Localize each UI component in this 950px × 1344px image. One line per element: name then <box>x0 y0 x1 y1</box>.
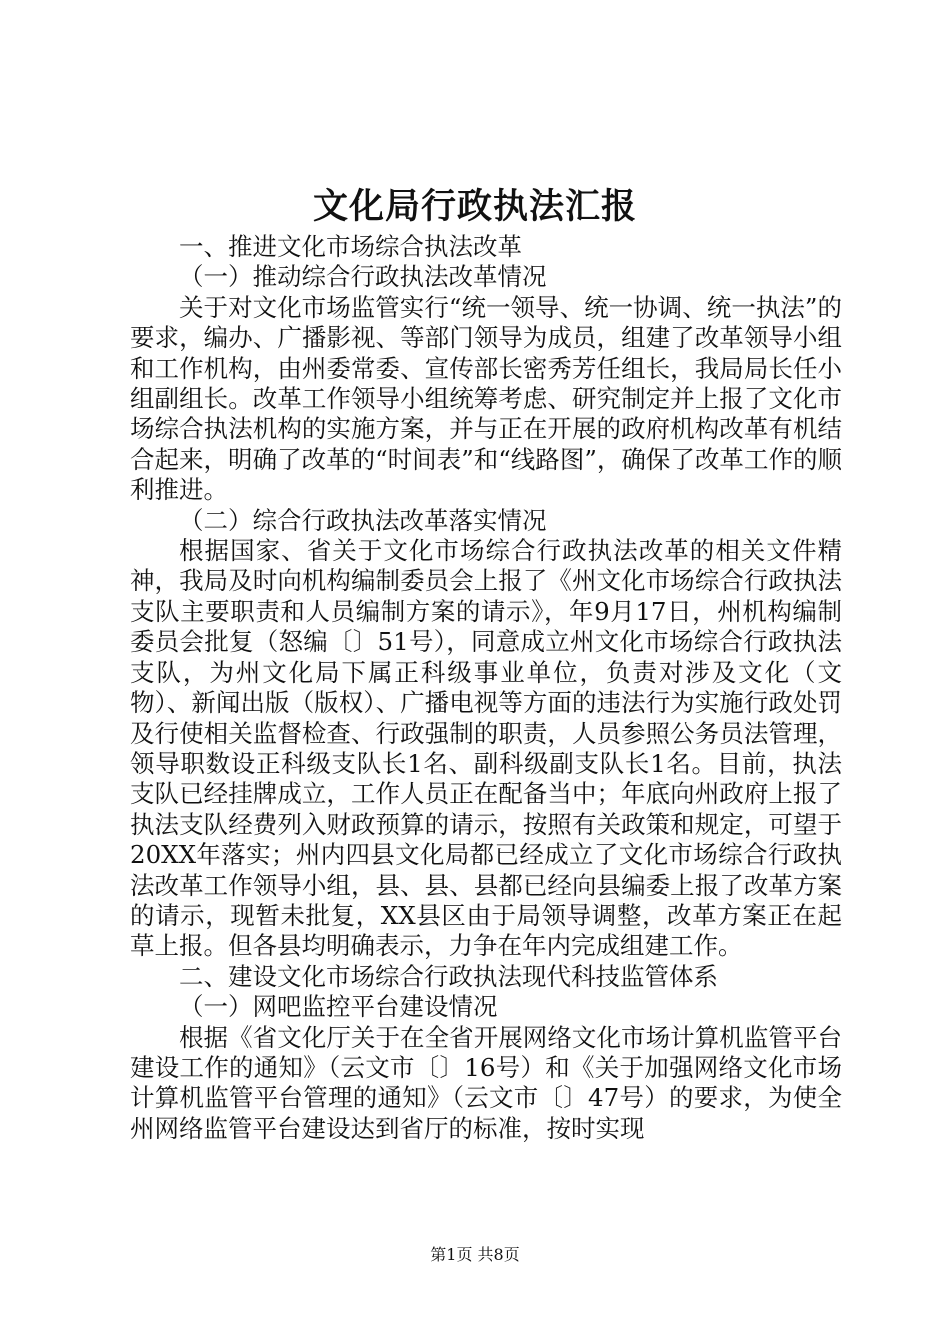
document-title: 文化局行政执法汇报 <box>312 186 637 227</box>
page-number-footer: 第1页 共8页 <box>430 1245 520 1264</box>
subsection-heading-1-2: （二）综合行政执法改革落实情况 <box>179 505 547 535</box>
section-heading-2: 二、建设文化市场综合行政执法现代科技监管体系 <box>179 961 718 991</box>
subsection-heading-2-1: （一）网吧监控平台建设情况 <box>179 992 498 1022</box>
section-heading-1: 一、推进文化市场综合执法改革 <box>179 232 522 261</box>
body-paragraph: 根据《省文化厅关于在全省开展网络文化市场计算机监管平台建设工作的通知》（云文市〔〕16号）和《关于加强网络文化市场计算机监管平台管理的通知》（云文市〔〕47号）的要求，为使全州网络监管平台建设达到省厅的标准，按时实现 <box>130 1022 842 1143</box>
subsection-heading-1-1: （一）推动综合行政执法改革情况 <box>179 262 547 292</box>
body-paragraph: 关于对文化市场监管实行“统一领导、统一协调、统一执法”的要求，编办、广播影视、等部门领导为成员，组建了改革领导小组和工作机构，由州委常委、宣传部长密秀芳任组长，我局局长任小组副组长。改革工作领导小组统筹考虑、研究制定并上报了文化市场综合执法机构的实施方案，并与正在开展的政府机构改革有机结合起来，明确了改革的“时间表”和“线路图”，确保了改革工作的顺利推进。 <box>130 292 842 505</box>
document-body <box>130 232 842 1144</box>
body-paragraph: 根据国家、省关于文化市场综合行政执法改革的相关文件精神，我局及时向机构编制委员会上报了《州文化市场综合行政执法支队主要职责和人员编制方案的请示》，年9月17日，州机构编制委员会批复（怒编〔〕51号），同意成立州文化市场综合行政执法支队，为州文化局下属正科级事业单位，负责对涉及文化（文物）、新闻出版（版权）、广播电视等方面的违法行为实施行政处罚及行使相关监督检查、行政强制的职责，人员参照公务员法管理，领导职数设正科级支队长1名、副科级副支队长1名。目前，执法支队已经挂牌成立，工作人员正在配备当中；年底向州政府上报了执法支队经费列入财政预算的请示，按照有关政策和规定，可望于20XX年落实；州内四县文化局都已经成立了文化市场综合行政执法改革工作领导小组，县、县、县都已经向县编委上报了改革方案的请示，现暂未批复，XX县区由于局领导调整，改革方案正在起草上报。但各县均明确表示，力争在年内完成组建工作。 <box>130 536 842 961</box>
